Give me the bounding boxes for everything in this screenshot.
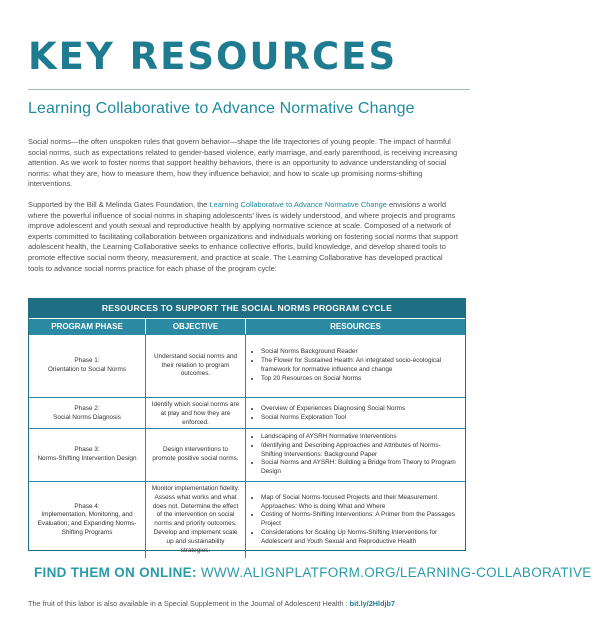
table-row (29, 428, 465, 481)
footer-text: The fruit of this labor is also available in a Special Supplement in the Journal of Adolescent Health : (28, 599, 350, 608)
resource-item[interactable]: • Social Norms and AYSRH: Building a Bridge from Theory to Program Design (261, 459, 460, 477)
supplement-short-link[interactable]: bit.ly/2Hldjb7 (349, 599, 396, 608)
phase-cell (29, 335, 145, 397)
table-title: RESOURCES TO SUPPORT THE SOCIAL NORMS PROGRAM CYCLE (29, 299, 465, 318)
objective-text: Identify which social norms are at play and how they are enforced. (151, 401, 240, 426)
title-divider (28, 89, 470, 90)
phase-cell (29, 482, 145, 558)
resource-list (251, 494, 460, 547)
objective-cell (145, 398, 245, 430)
learning-collaborative-url-link[interactable]: WWW.ALIGNPLATFORM.ORG/LEARNING-COLLABORATIVE (200, 565, 592, 580)
resource-item[interactable]: • Social Norms Background Reader (261, 348, 460, 357)
objective-cell (145, 335, 245, 397)
table-row (29, 481, 465, 555)
intro-p2-start: Supported by the Bill & Melinda Gates Foundation, the (28, 200, 210, 209)
resource-item[interactable]: • Identifying and Describing Approaches and Attributes of Norms-Shifting Interventions: Background Paper (261, 442, 460, 460)
phase-label: Phase 4: Implementation, Monitoring, and Evaluation; and Expanding Norms-Shifting Programs (37, 502, 137, 536)
resources-cell (245, 398, 465, 430)
find-online-label: FIND THEM ON ONLINE: (34, 565, 197, 580)
phase-label: Phase 1: Orientation to Social Norms (47, 357, 127, 373)
phase-label: Phase 2: Social Norms Diagnosis (53, 405, 121, 422)
table-row (29, 334, 465, 397)
resource-item[interactable]: • Top 20 Resources on Social Norms (261, 375, 460, 384)
resource-item[interactable]: • Considerations for Scaling Up Norms-Shifting Interventions for Adolescent and Youth Sexual and Reproductive Health (261, 529, 460, 547)
resource-item[interactable]: • Costing of Norms-Shifting Interventions: A Primer from the Passages Project (261, 511, 460, 529)
resource-list (251, 405, 405, 423)
objective-cell (145, 429, 245, 481)
resource-list (251, 433, 460, 477)
learning-collaborative-link[interactable]: Learning Collaborative to Advance Normative Change (209, 200, 387, 209)
resources-cell (245, 482, 465, 558)
phase-cell (29, 429, 145, 481)
column-header-resources: RESOURCES (245, 319, 465, 334)
footer-note (28, 599, 395, 608)
page-subtitle: Learning Collaborative to Advance Normative Change (28, 100, 415, 117)
resource-item[interactable]: • The Flower for Sustained Health: An integrated socio-ecological framework for normative influence and change (261, 357, 460, 375)
resources-cell (245, 335, 465, 397)
objective-text: Monitor implementation fidelity. Assess what works and what does not. Determine the effect of the intervention on social norms and priority outcomes. Develop and implement scale up and sustainability strategies. (151, 485, 240, 554)
objective-text: Understand social norms and their relation to program outcomes. (153, 352, 238, 378)
resources-table (28, 298, 466, 554)
find-online-banner (34, 565, 592, 580)
table-header-row (29, 318, 465, 334)
column-header-phase: PROGRAM PHASE (51, 322, 123, 331)
phase-cell (29, 398, 145, 430)
intro-p2-rest: envisions a world where the powerful influence of social norms in shaping adolescents' lives is widely understood, and where projects and programs improve adolescent and youth sexual and reproductive health by applying normative science at scale. Composed of a network of experts committed to facilitating collaboration between organizations and individuals working on fostering social norms that support adolescent health, the Learning Collaborative seeks to enhance collective efforts, build knowledge, and develop shared tools to promote effective social norm theory, measurement, and practice at scale. The Learning Collaborative has developed practical tools to advance social norms practice for each phase of the program cycle: (28, 200, 458, 273)
table-row (29, 397, 465, 428)
objective-cell (145, 482, 245, 558)
page-title: KEY RESOURCES (28, 35, 398, 78)
column-header-objective: OBJECTIVE (145, 319, 245, 334)
resource-item[interactable]: • Social Norms Exploration Tool (261, 414, 405, 423)
resource-item[interactable]: • Landscaping of AYSRH Normative Interventions (261, 433, 460, 442)
intro-paragraph-1: Social norms—the often unspoken rules that govern behavior—shape the life trajectories of young people. The impact of harmful social norms, such as expectations related to gender-based violence, early marriage, and early parenthood, is receiving increasing attention. As we work to foster norms that support healthy behaviors, there is an opportunity to advance understanding of social norms: what they are, how to measure them, how they influence behavior, and how to scale up promising norms-shifting interventions. (28, 137, 458, 189)
phase-label: Phase 3: Norms-Shifting Intervention Design (37, 446, 137, 462)
objective-text: Design interventions to promote positive social norms. (152, 446, 239, 462)
resources-cell (245, 429, 465, 481)
resource-item[interactable]: • Overview of Experiences Diagnosing Social Norms (261, 405, 405, 414)
resource-list (251, 348, 460, 383)
resource-item[interactable]: • Map of Social Norms-focused Projects and their Measurement Approaches: Who is doing What and Where (261, 494, 460, 512)
intro-paragraph-2 (28, 200, 460, 274)
